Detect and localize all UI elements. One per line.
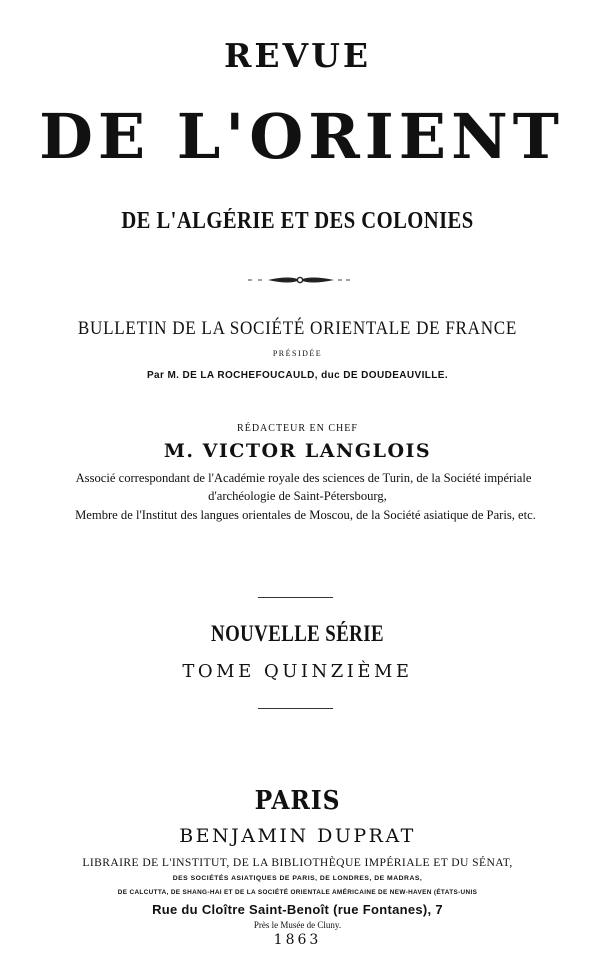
imprint-societies-2: DE CALCUTTA, DE SHANG-HAI ET DE LA SOCIÉTÉ ORIENTALE AMÉRICAINE DE NEW-HAVEN (ÉTATS-UNIS xyxy=(117,889,478,896)
imprint-publisher: BENJAMIN DUPRAT xyxy=(179,825,416,847)
ornament-divider xyxy=(0,270,595,290)
rule-lower xyxy=(258,708,333,709)
series-name: NOUVELLE SÉRIE xyxy=(211,621,384,646)
editor-label: RÉDACTEUR EN CHEF xyxy=(237,423,358,434)
imprint-address: Rue du Cloître Saint-Benoît (rue Fontanes), 7 xyxy=(152,902,443,917)
president-line: Par M. DE LA ROCHEFOUCAULD, duc DE DOUDEAUVILLE. xyxy=(146,370,449,381)
imprint-publisher-role: LIBRAIRE DE L'INSTITUT, DE LA BIBLIOTHÈQUE IMPÉRIALE ET DU SÉNAT, xyxy=(82,856,513,869)
imprint-city: PARIS xyxy=(254,786,341,816)
title-de-l-orient: DE L'ORIENT xyxy=(39,100,564,173)
series-volume: TOME QUINZIÈME xyxy=(182,661,413,682)
editor-affiliation-2: d'archéologie de Saint-Pétersbourg, xyxy=(208,489,387,503)
editor-name: M. VICTOR LANGLOIS xyxy=(163,440,432,462)
editor-affiliation-3: Membre de l'Institut des langues orientales de Moscou, de la Société asiatique de Paris, etc. xyxy=(75,508,536,522)
imprint-address-note: Près le Musée de Cluny. xyxy=(253,920,342,930)
presided-label: PRÉSIDÉE xyxy=(272,349,323,358)
imprint-societies-1: DES SOCIÉTÉS ASIATIQUES DE PARIS, DE LONDRES, DE MADRAS, xyxy=(172,875,423,882)
title-revue: REVUE xyxy=(223,36,372,75)
title-subtitle: DE L'ALGÉRIE ET DES COLONIES xyxy=(121,208,474,234)
bulletin-title: BULLETIN DE LA SOCIÉTÉ ORIENTALE DE FRANCE xyxy=(77,318,518,339)
editor-affiliation-1: Associé correspondant de l'Académie royale des sciences de Turin, de la Société impériale xyxy=(75,471,532,485)
imprint-year: 1863 xyxy=(273,932,322,948)
rule-upper xyxy=(258,597,333,598)
